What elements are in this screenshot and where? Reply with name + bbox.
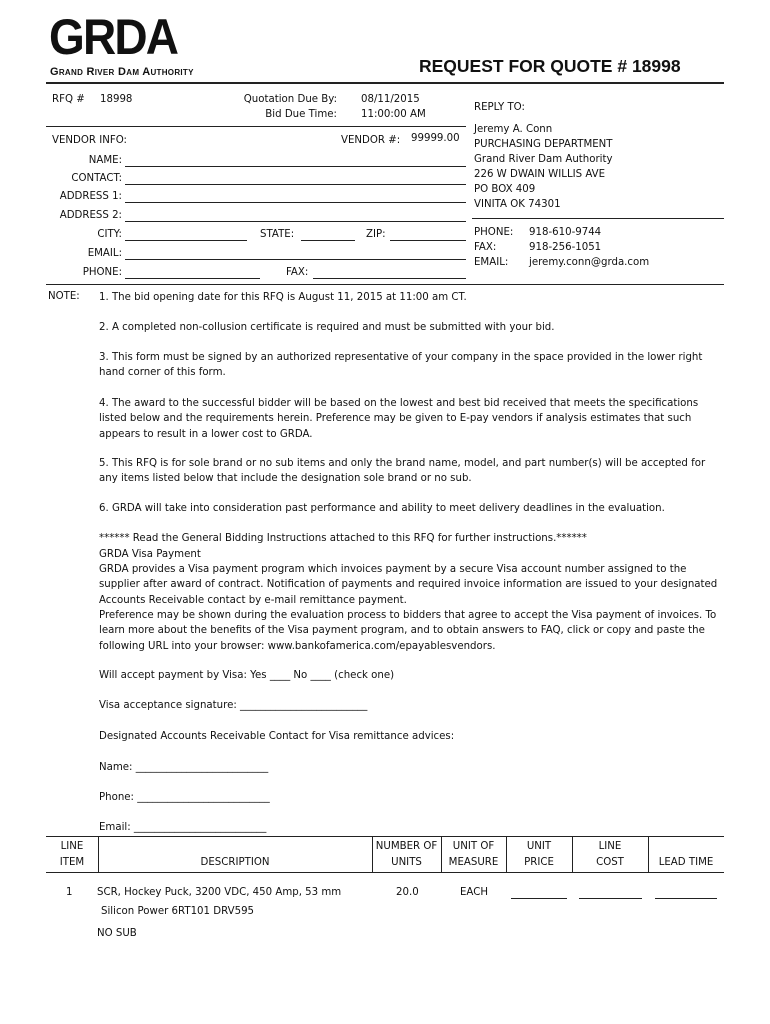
zip-label: ZIP: — [366, 229, 386, 240]
visa-paragraph-1: GRDA provides a Visa payment program which invoices payment by a secure Visa account number assigned to the supplier after award of contract. Notification of payments and required invoice information are issued to your designated Accounts Receivable contact by e-mail remittance payment. — [99, 564, 718, 606]
note-1: 1. The bid opening date for this RFQ is August 11, 2015 at 11:00 am CT. — [99, 292, 467, 303]
ar-contact: Designated Accounts Receivable Contact for Visa remittance advices: — [99, 731, 455, 742]
header-line-item-2: ITEM — [59, 856, 85, 868]
visa-signature: Visa acceptance signature: _________________________ — [99, 700, 368, 711]
city-field[interactable] — [125, 240, 247, 241]
note-6: 6. GRDA will take into consideration past performance and ability to meet delivery deadlines in the evaluation. — [99, 503, 665, 514]
header-unit-price — [506, 839, 572, 870]
row-unit-price-field[interactable] — [511, 898, 567, 899]
reply-email-label: EMAIL: — [474, 257, 509, 268]
rfq-divider — [46, 126, 466, 127]
reply-to-label: REPLY TO: — [474, 102, 525, 113]
phone-field[interactable] — [125, 278, 260, 279]
header-lead-time: LEAD TIME — [658, 857, 714, 868]
vendor-number-value: 99999.00 — [411, 133, 460, 144]
contact-label: CONTACT: — [71, 173, 122, 184]
header-unit-price-1: UNIT — [526, 841, 552, 852]
bid-due-label: Bid Due Time: — [265, 109, 337, 120]
visa-paragraph-2: Preference may be shown during the evaluation process to bidders that agree to accept the Visa payment of invoices. To learn more about the benefits of the Visa payment program, and to obtain answers to FAQ, click or copy and paste the following URL into your browser: www.bankofamerica.com/epayablesvendors. — [99, 610, 717, 652]
header-unit-measure-1: UNIT OF — [452, 841, 495, 852]
header-unit-measure-2: MEASURE — [448, 856, 499, 868]
row-lead-time-field[interactable] — [655, 898, 717, 899]
table-header-bottom — [46, 872, 724, 873]
address1-label: ADDRESS 1: — [59, 191, 122, 202]
header-divider — [46, 82, 724, 84]
ar-phone: Phone: __________________________ — [99, 792, 270, 803]
bid-due-value: 11:00:00 AM — [361, 109, 426, 120]
header-unit-measure — [441, 839, 506, 870]
row-units: 20.0 — [396, 887, 419, 898]
reply-phone: 918-610-9744 — [529, 227, 602, 238]
rfq-label: RFQ # — [52, 94, 85, 105]
name-label: NAME: — [88, 155, 122, 166]
address2-field[interactable] — [125, 221, 466, 222]
vendor-info-label: VENDOR INFO: — [52, 135, 127, 146]
visa-header: ****** Read the General Bidding Instructions attached to this RFQ for further instructions.****** — [99, 533, 587, 544]
page-title: REQUEST FOR QUOTE # 18998 — [419, 56, 681, 76]
zip-field[interactable] — [390, 240, 466, 241]
address1-field[interactable] — [125, 202, 466, 203]
header-number-units-1: NUMBER OF — [375, 841, 438, 852]
header-line-cost-1: LINE — [598, 841, 622, 852]
header-unit-price-2: PRICE — [524, 856, 554, 868]
state-label: STATE: — [260, 229, 295, 240]
fax-label: FAX: — [286, 267, 309, 278]
reply-name: Jeremy A. Conn — [474, 124, 553, 135]
grda-logo — [49, 9, 178, 65]
row-line-number: 1 — [66, 887, 73, 898]
reply-po: PO BOX 409 — [474, 184, 536, 195]
ar-email: Email: __________________________ — [99, 822, 267, 833]
note-4: 4. The award to the successful bidder will be based on the lowest and best bid received that meets the specifications listed below and the requirements herein. Preference may be given to E-pay vendors if analysis estimates that such appears to result in a lower cost to GRDA. — [99, 398, 699, 440]
reply-street: 226 W DWAIN WILLIS AVE — [474, 169, 606, 180]
header-line-item-1: LINE — [60, 841, 84, 852]
fax-field[interactable] — [313, 278, 466, 279]
row-description: SCR, Hockey Puck, 3200 VDC, 450 Amp, 53 mm — [97, 887, 342, 898]
phone-label: PHONE: — [82, 267, 122, 278]
reply-org: Grand River Dam Authority — [474, 154, 613, 165]
row-description-3: NO SUB — [97, 928, 137, 939]
header-description: DESCRIPTION — [200, 857, 270, 868]
note-label: NOTE: — [48, 291, 80, 302]
header-line-item — [46, 839, 98, 870]
row-line-cost-field[interactable] — [579, 898, 642, 899]
note-3: 3. This form must be signed by an authorized representative of your company in the space provided in the lower right hand corner of this form. — [99, 352, 703, 379]
vendor-number-label: VENDOR #: — [341, 135, 401, 146]
header-number-units-2: UNITS — [391, 856, 422, 868]
quotation-due-label: Quotation Due By: — [243, 94, 337, 105]
note-2: 2. A completed non-collusion certificate is required and must be submitted with your bid. — [99, 322, 555, 333]
logo-subtitle: Grand River Dam Authority — [50, 66, 194, 78]
ar-name: Name: __________________________ — [99, 762, 269, 773]
reply-phone-label: PHONE: — [474, 227, 514, 238]
logo-text: GRDA — [49, 9, 178, 65]
email-field[interactable] — [125, 259, 466, 260]
vendor-section-divider — [46, 284, 724, 285]
header-number-units — [372, 839, 441, 870]
rfq-value: 18998 — [100, 94, 133, 105]
visa-title: GRDA Visa Payment — [99, 549, 201, 560]
accept-visa: Will accept payment by Visa: Yes ____ No ____ (check one) — [99, 670, 395, 681]
address2-label: ADDRESS 2: — [59, 210, 122, 221]
contact-field[interactable] — [125, 184, 466, 185]
city-label: CITY: — [97, 229, 122, 240]
reply-dept: PURCHASING DEPARTMENT — [474, 139, 613, 150]
reply-fax: 918-256-1051 — [529, 242, 602, 253]
note-5: 5. This RFQ is for sole brand or no sub items and only the brand name, model, and part number(s) will be accepted for any items listed below that include the designation sole brand or no sub. — [99, 458, 706, 485]
row-measure: EACH — [460, 887, 489, 898]
reply-fax-label: FAX: — [474, 242, 497, 253]
name-field[interactable] — [125, 166, 466, 167]
reply-divider — [472, 218, 724, 219]
header-line-cost-2: COST — [596, 856, 624, 868]
quotation-due-value: 08/11/2015 — [361, 94, 420, 105]
state-field[interactable] — [301, 240, 355, 241]
header-line-cost — [572, 839, 648, 870]
reply-email[interactable]: jeremy.conn@grda.com — [529, 257, 650, 268]
reply-city: VINITA OK 74301 — [474, 199, 561, 210]
email-label: EMAIL: — [87, 248, 122, 259]
row-description-2: Silicon Power 6RT101 DRV595 — [101, 906, 255, 917]
table-top-border — [46, 836, 724, 837]
